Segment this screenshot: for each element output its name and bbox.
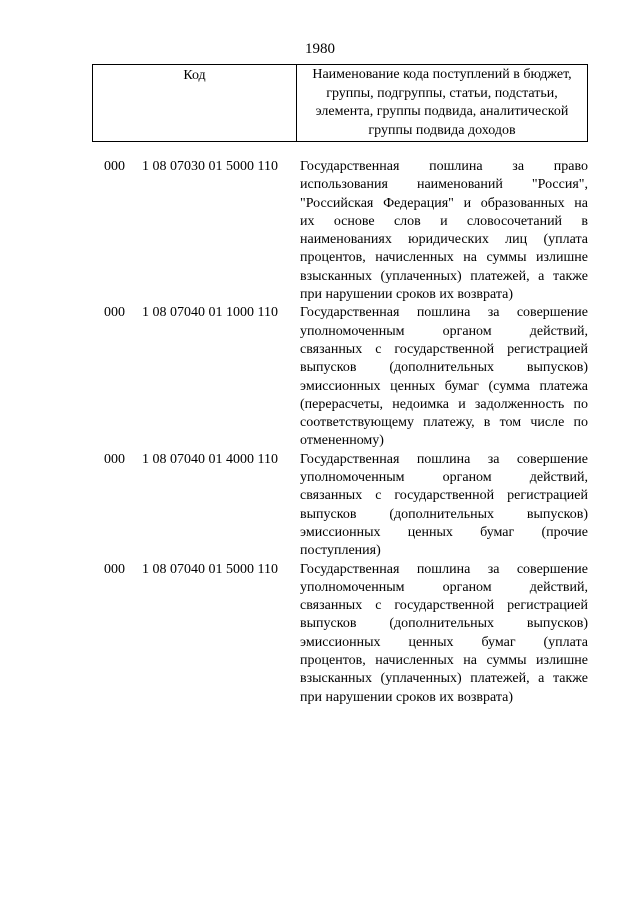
table-row: [104, 158, 588, 304]
revenue-name-cell: [300, 561, 588, 707]
revenue-name-cell: [300, 304, 588, 450]
revenue-name-line: связанных с государственной регистрацией: [300, 341, 588, 357]
admin-code-cell: 000: [104, 451, 125, 467]
revenue-name-line: уполномоченным органом действий,: [300, 323, 588, 339]
revenue-name-line: взысканных (уплаченных) платежей, а также: [300, 671, 588, 687]
revenue-name-line: процентов, начисленных на суммы излишне: [300, 250, 588, 266]
revenue-code-cell: 1 08 07040 01 5000 110: [142, 561, 278, 577]
revenue-name-line: поступления): [300, 543, 381, 559]
revenue-name-line: отмененному): [300, 433, 384, 449]
revenue-name-line: при нарушении сроков их возврата): [300, 689, 514, 705]
revenue-name-line: эмиссионных ценных бумаг (уплата: [300, 634, 588, 650]
header-name-line: группы, подгруппы, статьи, подстатьи,: [326, 85, 558, 101]
revenue-name-line: процентов, начисленных на суммы излишне: [300, 653, 588, 669]
revenue-name-line: "Российская Федерация" и образованных на: [300, 195, 588, 211]
revenue-name-line: уполномоченным органом действий,: [300, 579, 588, 595]
header-name-line: группы подвида доходов: [368, 122, 516, 138]
header-name-line: элемента, группы подвида, аналитической: [315, 104, 569, 119]
revenue-name-line: Государственная пошлина за совершение: [300, 451, 588, 467]
revenue-name-line: связанных с государственной регистрацией: [300, 598, 588, 614]
revenue-name-line: взысканных (уплаченных) платежей, а также: [300, 268, 588, 284]
revenue-name-line: выпусков (дополнительных выпусков): [300, 616, 588, 632]
revenue-name-line: выпусков (дополнительных выпусков): [300, 506, 588, 522]
revenue-name-line: уполномоченным органом действий,: [300, 470, 588, 486]
revenue-name-line: при нарушении сроков их возврата): [300, 287, 514, 303]
admin-code-cell: 000: [104, 561, 125, 577]
revenue-code-cell: 1 08 07040 01 1000 110: [142, 305, 278, 321]
table-body: [104, 158, 588, 707]
revenue-name-line: связанных с государственной регистрацией: [300, 488, 588, 504]
table-header: [92, 64, 588, 142]
revenue-name-line: Государственная пошлина за совершение: [300, 561, 588, 577]
revenue-name-cell: [300, 158, 588, 304]
revenue-name-line: наименованиях юридических лиц (уплата: [300, 232, 588, 248]
revenue-name-line: использования наименований "Россия",: [300, 177, 588, 193]
header-name-line: Наименование кода поступлений в бюджет,: [312, 67, 572, 82]
header-code-column: Код: [93, 65, 297, 141]
revenue-name-line: (перерасчеты, недоимка и задолженность по: [300, 396, 588, 412]
page-number: 1980: [305, 41, 335, 57]
revenue-name-line: их основе слов и словосочетаний в: [300, 213, 588, 229]
header-name-column: [297, 65, 587, 141]
table-row: [104, 451, 588, 561]
revenue-name-cell: [300, 451, 588, 561]
table-row: [104, 561, 588, 707]
revenue-name-line: выпусков (дополнительных выпусков): [300, 360, 588, 376]
revenue-name-line: Государственная пошлина за совершение: [300, 305, 588, 321]
table-row: [104, 304, 588, 450]
revenue-name-line: Государственная пошлина за право: [300, 159, 588, 174]
revenue-code-cell: 1 08 07040 01 4000 110: [142, 451, 278, 467]
revenue-name-line: эмиссионных ценных бумаг (прочие: [300, 524, 588, 540]
admin-code-cell: 000: [104, 159, 125, 174]
revenue-code-cell: 1 08 07030 01 5000 110: [142, 159, 278, 174]
revenue-name-line: эмиссионных ценных бумаг (сумма платежа: [300, 378, 588, 394]
revenue-name-line: соответствующему платежу, в том числе по: [300, 415, 588, 431]
admin-code-cell: 000: [104, 305, 125, 321]
